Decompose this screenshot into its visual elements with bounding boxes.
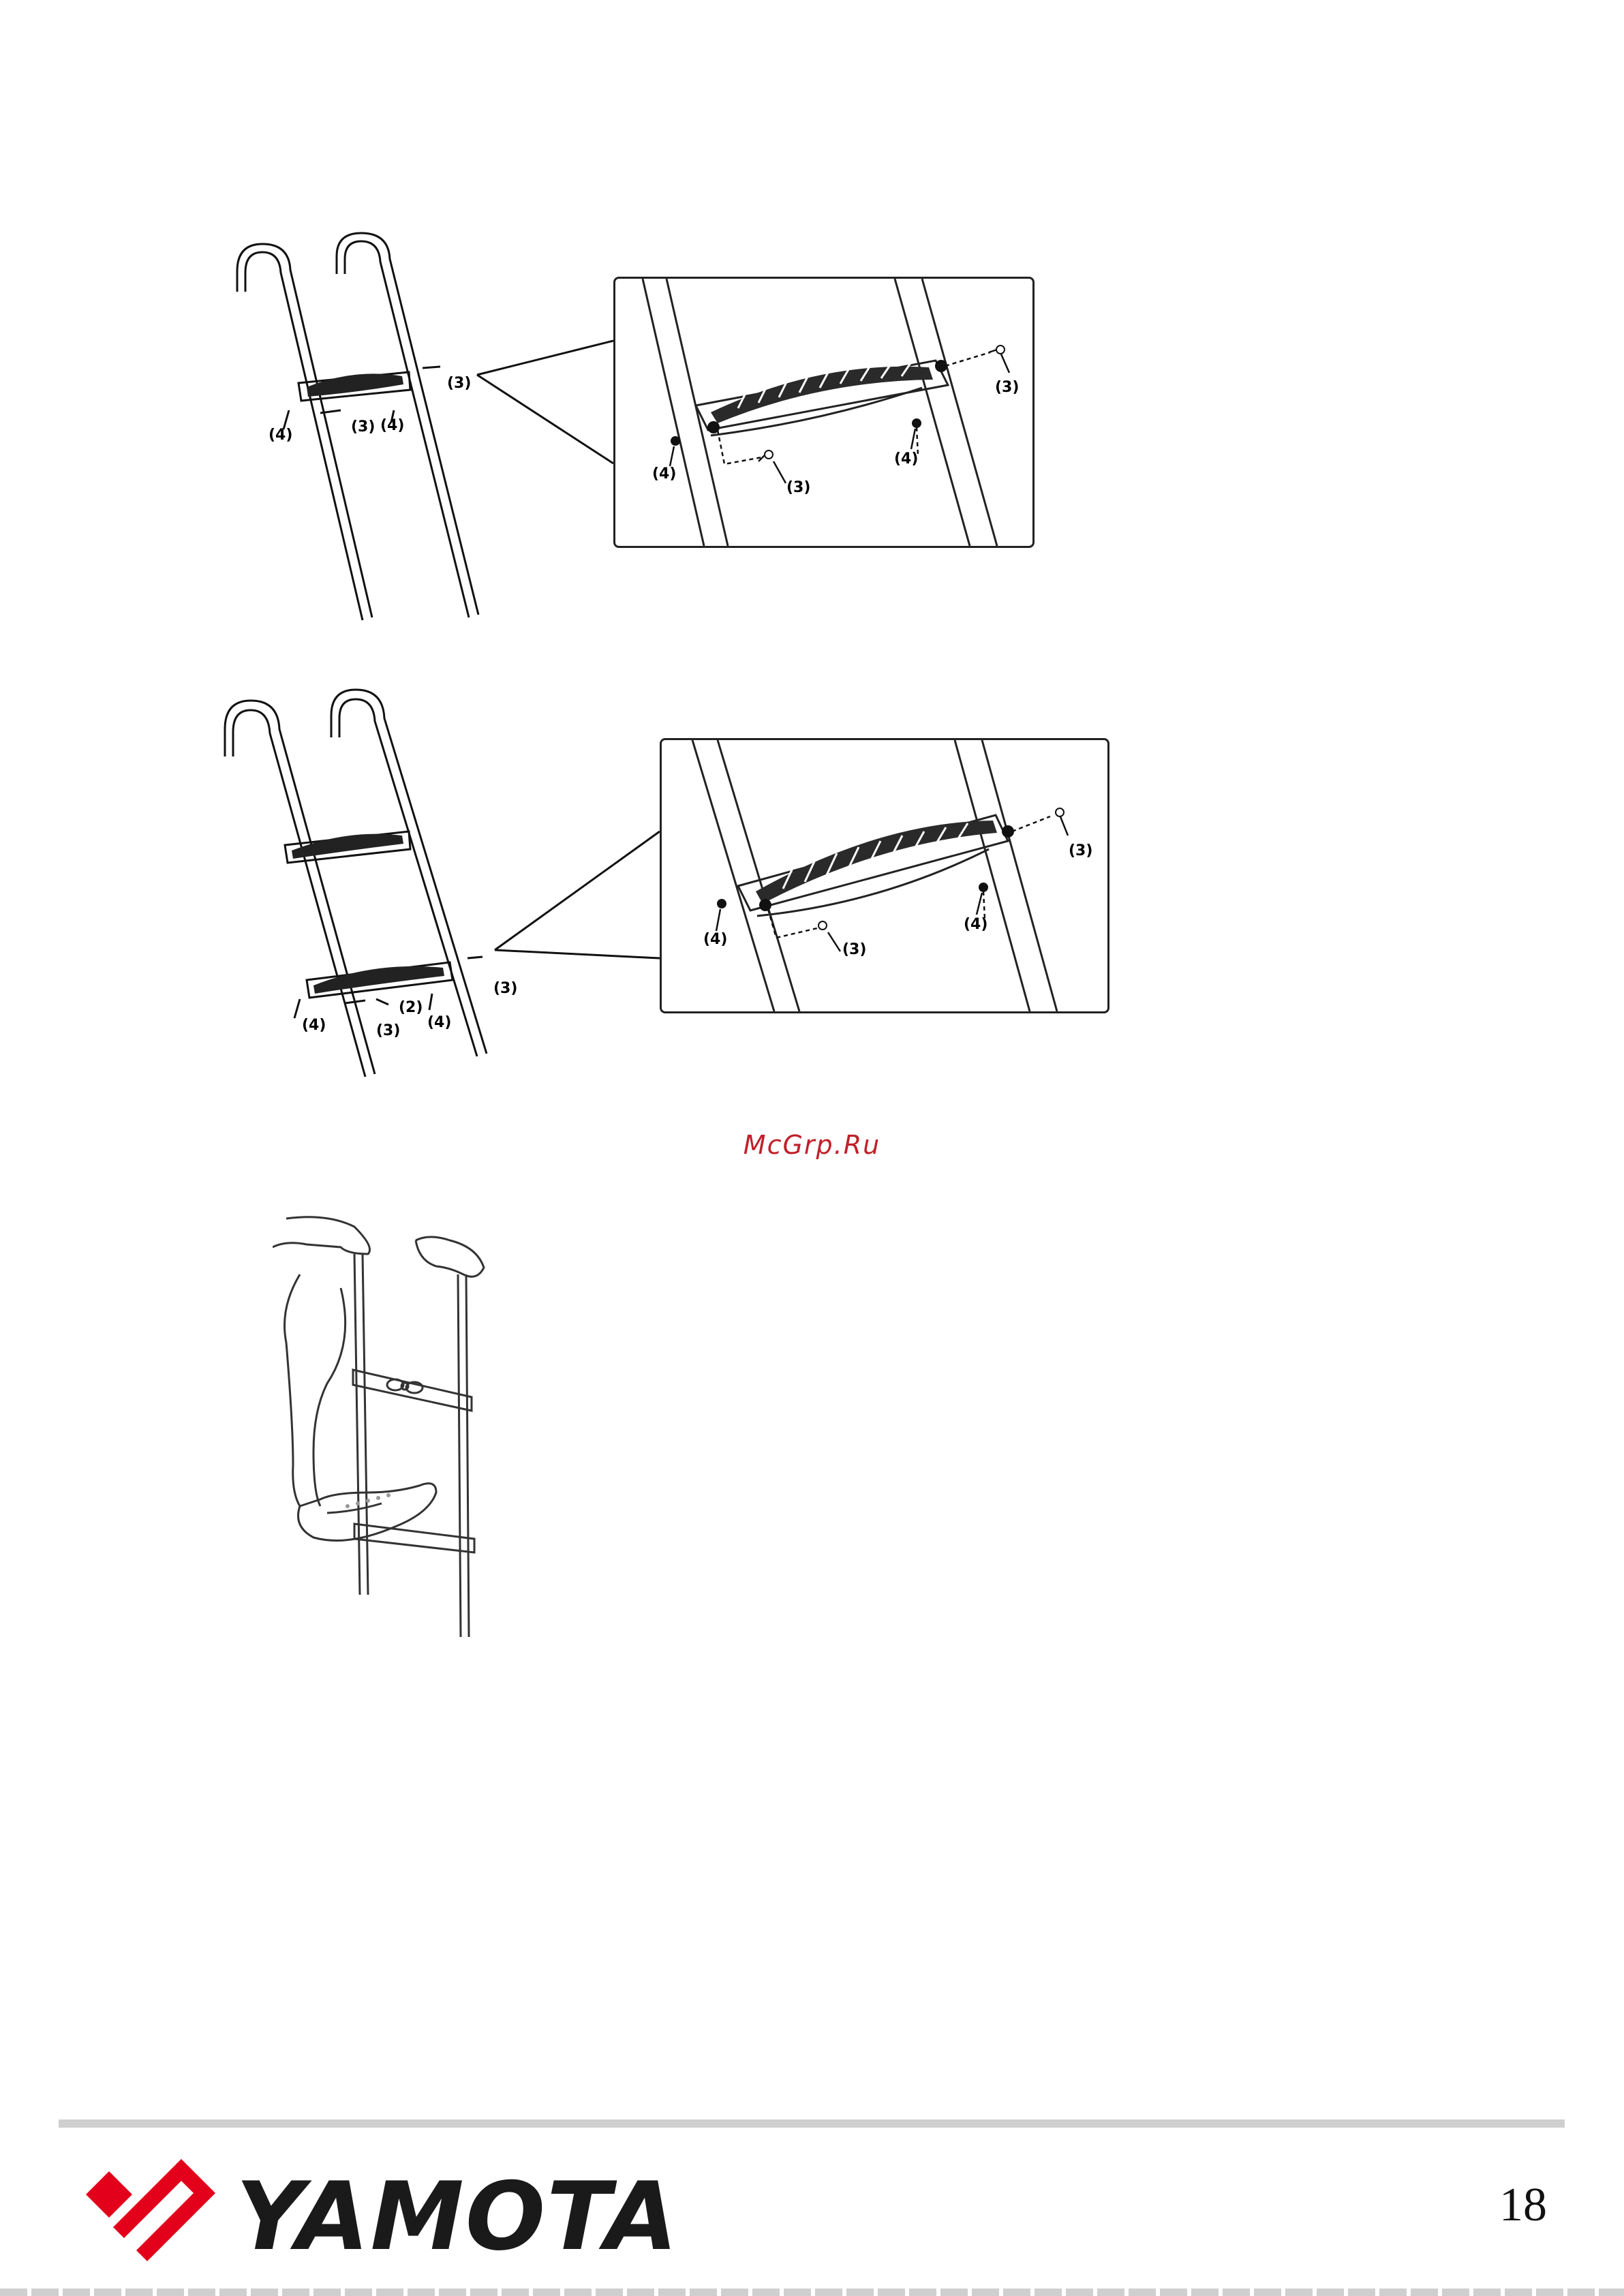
footer-rule bbox=[59, 2119, 1565, 2128]
figure-2-label-screw-right: (3) bbox=[493, 980, 518, 997]
figure-1-detail-label-nut-right: (4) bbox=[894, 450, 919, 468]
figure-1-detail-drawing bbox=[615, 279, 1032, 546]
figure-2-detail-box bbox=[660, 738, 1109, 1013]
figure-1-label-nut-left: (4) bbox=[269, 427, 293, 444]
figure-2-label-screw-mid: (3) bbox=[376, 1022, 401, 1039]
figure-3-usage-illustration bbox=[273, 1206, 504, 1642]
figure-2-callout-lines bbox=[489, 825, 667, 968]
figure-2-detail-label-nut-left: (4) bbox=[703, 931, 728, 948]
page-number: 18 bbox=[1499, 2179, 1547, 2231]
figure-1-detail-box bbox=[613, 277, 1035, 548]
figure-1-detail-label-screw-right: (3) bbox=[995, 379, 1020, 396]
figure-2-label-step: (2) bbox=[399, 999, 423, 1016]
figure-1-label-screw-mid: (3) bbox=[351, 418, 376, 435]
brand-logo-mark bbox=[79, 2159, 229, 2275]
figure-2-detail-label-screw-bottom: (3) bbox=[842, 941, 867, 958]
bottom-strip bbox=[0, 2289, 1624, 2296]
brand-logo bbox=[79, 2159, 679, 2275]
watermark: McGrp.Ru bbox=[743, 1130, 881, 1160]
figure-2-label-nut-mid: (4) bbox=[427, 1014, 452, 1031]
figure-1-detail-label-nut-left: (4) bbox=[652, 465, 677, 483]
figure-1-label-screw-right: (3) bbox=[447, 375, 472, 392]
figure-1-callout-lines bbox=[470, 334, 627, 470]
figure-2-detail-label-nut-right: (4) bbox=[964, 916, 988, 933]
figure-1-label-nut-mid: (4) bbox=[380, 417, 405, 434]
brand-name: YAMOTA bbox=[236, 2162, 679, 2271]
figure-2-detail-label-screw-right: (3) bbox=[1069, 842, 1093, 859]
figure-2-detail-drawing bbox=[662, 740, 1107, 1011]
figure-2-label-nut-left: (4) bbox=[302, 1017, 326, 1034]
figure-2-ladder-overview bbox=[204, 688, 504, 1097]
figure-1-detail-label-screw-bottom: (3) bbox=[786, 479, 811, 496]
